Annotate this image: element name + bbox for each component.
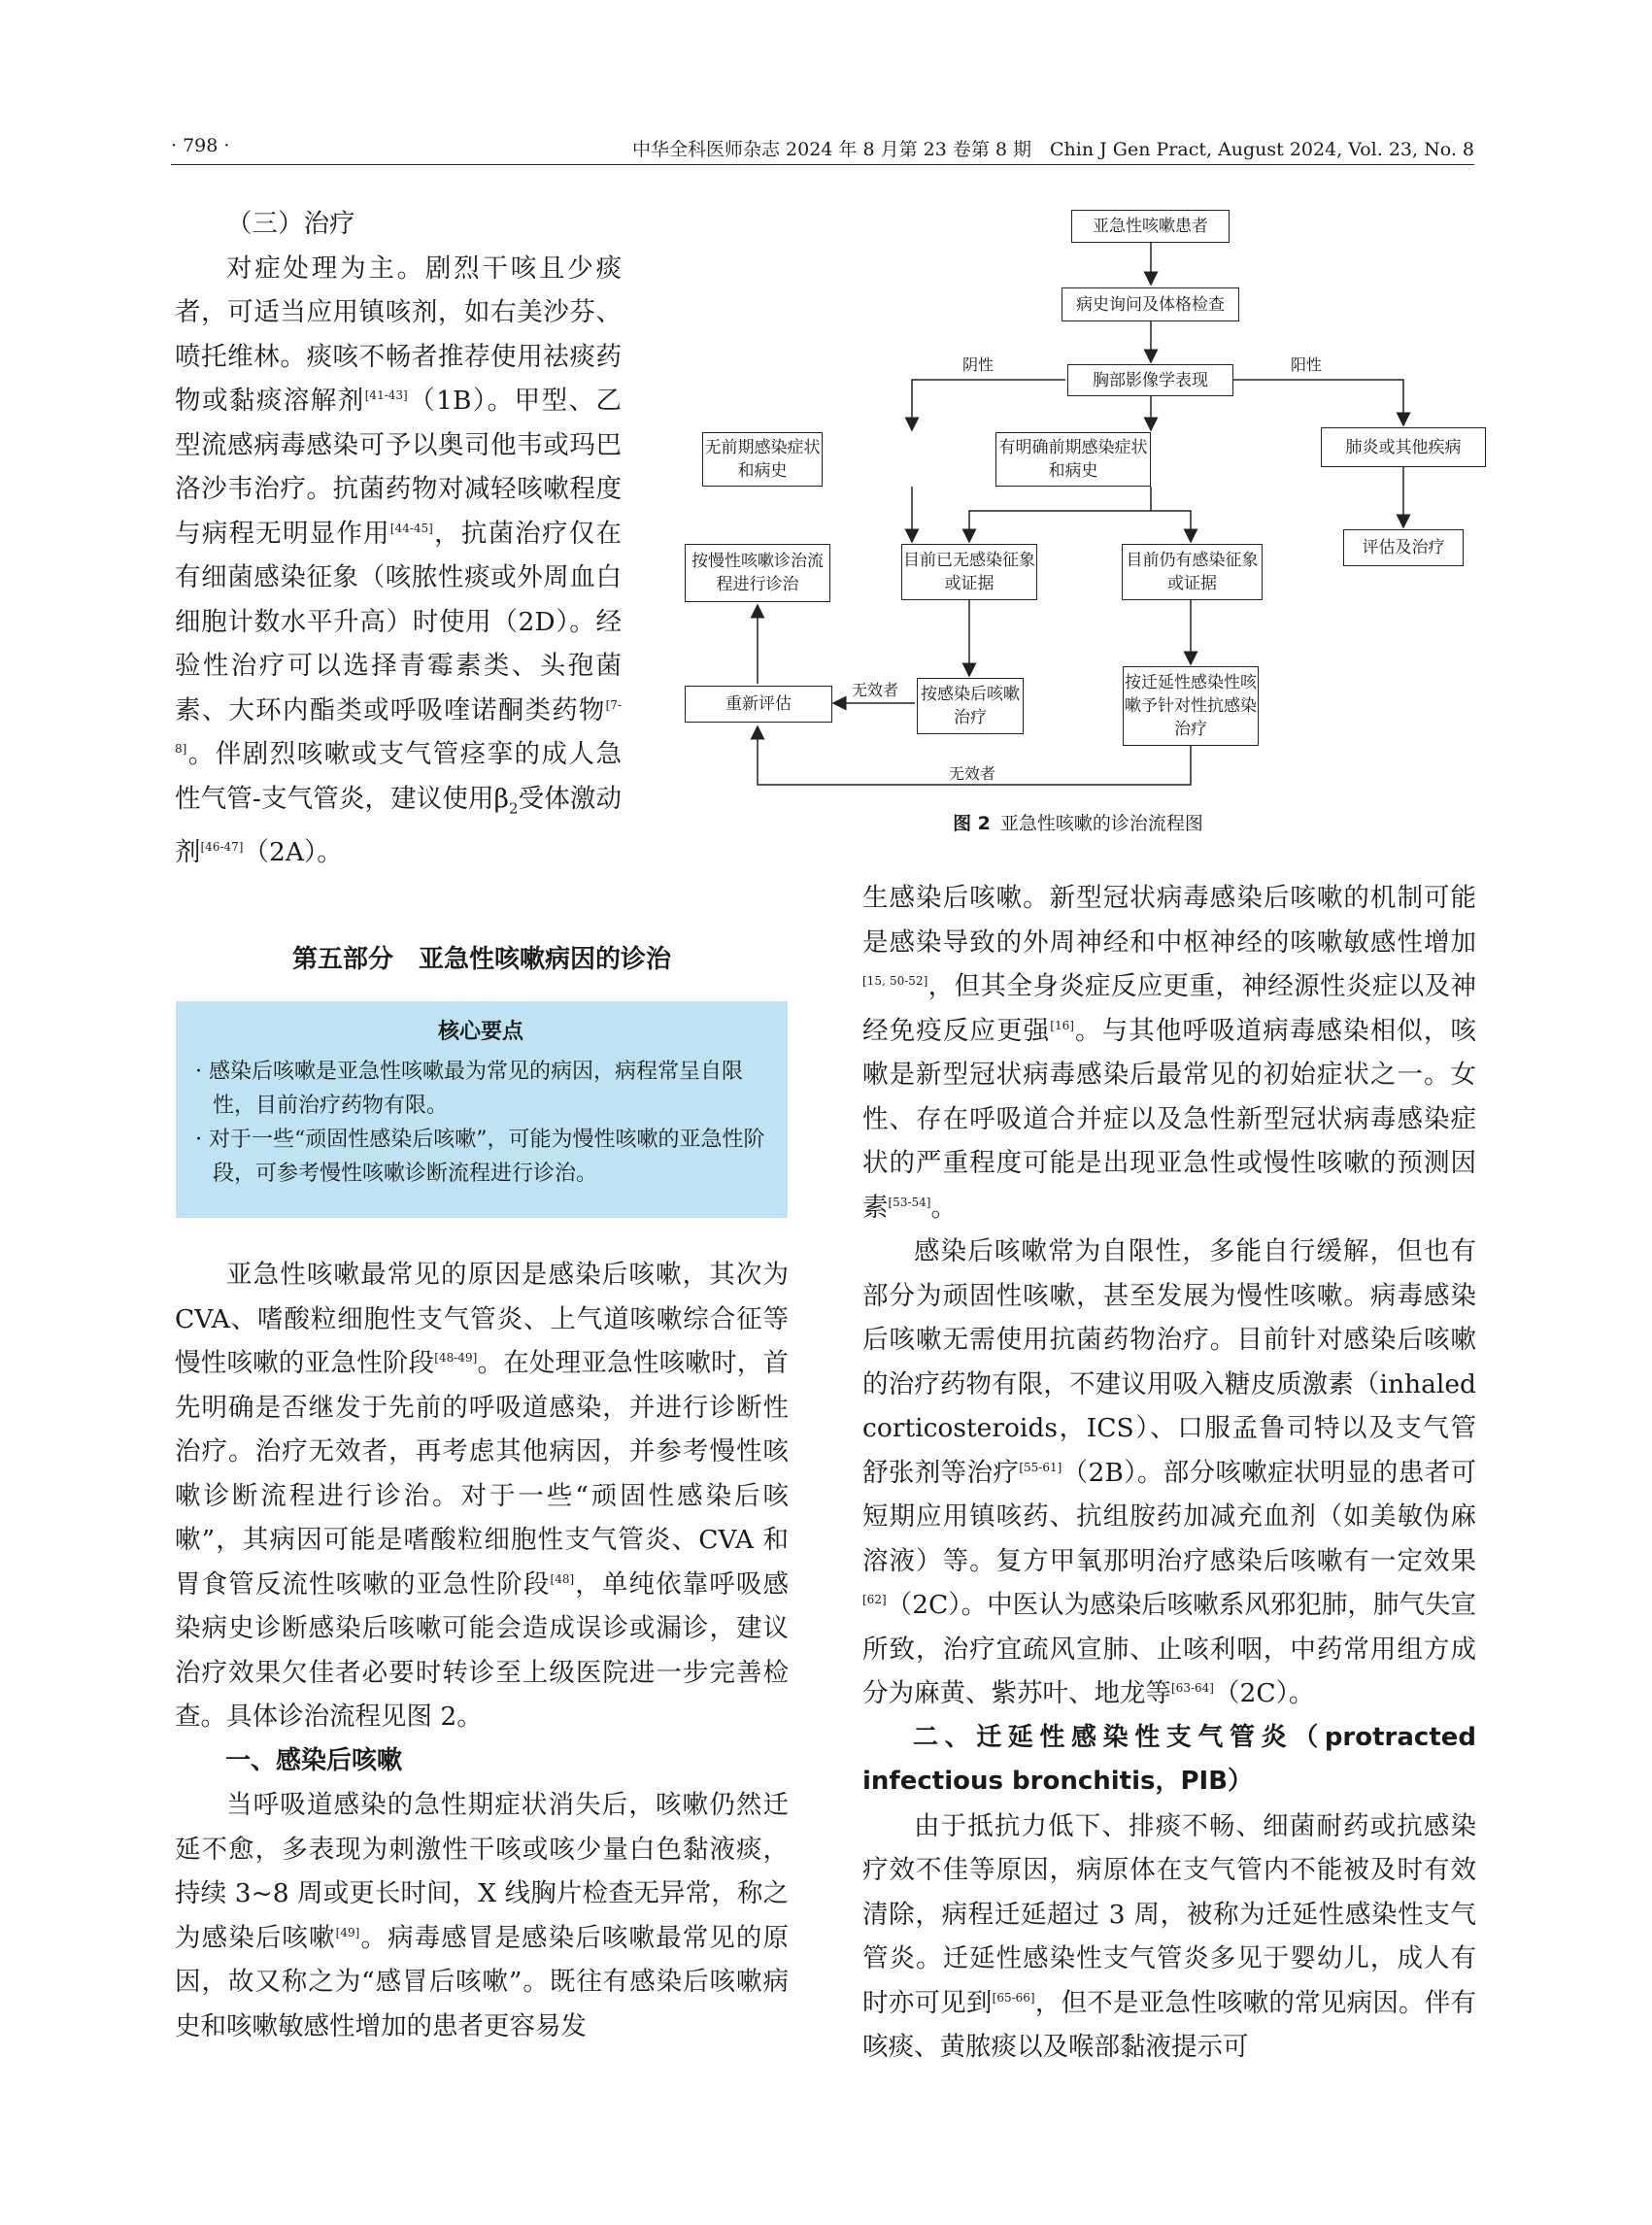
- flow-node-treat-post-infectious: 按感染后咳嗽治疗: [917, 678, 1024, 734]
- paragraph: 亚急性咳嗽最常见的原因是感染后咳嗽，其次为 CVA、嗜酸粒细胞性支气管炎、上气道咳嗽综合征等慢性咳嗽的亚急性阶段[48-49]。在处理亚急性咳嗽时，首先明确是否继发于先前的呼吸道感染，并进行诊断性治疗。治疗无效者，再考虑其他病因，并参考慢性咳嗽诊断流程进行诊治。对于一些“顽固性感染后咳嗽”，其病因可能是嗜酸粒细胞性支气管炎、CVA 和胃食管反流性咳嗽的亚急性阶段[48]，单纯依靠呼吸感染病史诊断感染后咳嗽可能会造成误诊或漏诊，建议治疗效果欠佳者必要时转诊至上级医院进一步完善检查。具体诊治流程见图 2。: [175, 1260, 790, 1732]
- citation: [41-43]: [364, 388, 408, 403]
- paragraph: 对症处理为主。剧烈干咳且少痰者，可适当应用镇咳剂，如右美沙芬、喷托维林。痰咳不畅者推荐使用祛痰药物或黏痰溶解剂[41-43]（1B）。甲型、乙型流感病毒感染可予以奥司他韦或玛巴洛沙韦治疗。抗菌药物对减轻咳嗽程度与病程无明显作用[44-45]，抗菌治疗仅在有细菌感染征象（咳脓性痰或外周血白细胞计数水平升高）时使用（2D）。经验性治疗可以选择青霉素类、头孢菌素、大环内酯类或呼吸喹诺酮类药物[7-8]。伴剧烈咳嗽或支气管痉挛的成人急性气管-支气管炎，建议使用$\beta_2$受体激动剂[46-47]（2A）。: [175, 253, 623, 868]
- citation: [7-8]: [175, 697, 622, 757]
- citation: [15, 50-52]: [862, 974, 928, 989]
- flow-node-pneumonia-other: 肺炎或其他疾病: [1321, 427, 1486, 467]
- flow-node-patient: 亚急性咳嗽患者: [1071, 210, 1230, 243]
- citation: [44-45]: [389, 521, 433, 535]
- flow-node-reassess: 重新评估: [685, 686, 832, 723]
- section-heading-treatment: （三）治疗: [226, 209, 355, 239]
- flow-node-no-prior-infection: 无前期感染症状和病史: [702, 432, 823, 487]
- running-header: [171, 131, 1474, 165]
- citation: [16]: [1050, 1018, 1074, 1032]
- figure-caption: 图 2 亚急性咳嗽的诊治流程图: [953, 813, 1203, 834]
- journal-citation: 中华全科医师杂志 2024 年 8 月第 23 卷第 8 期 Chin J Gen Pract, August 2024, Vol. 23, No. 8: [632, 139, 1474, 160]
- citation: [62]: [862, 1593, 887, 1607]
- citation: [46-47]: [200, 840, 244, 855]
- left-column: [175, 202, 622, 875]
- paragraph: 生感染后咳嗽。新型冠状病毒感染后咳嗽的机制可能是感染导致的外周神经和中枢神经的咳嗽敏感性增加[15, 50-52]，但其全身炎症反应更重，神经源性炎症以及神经免疫反应更强[16]。与其他呼吸道病毒感染相似，咳嗽是新型冠状病毒感染后最常见的初始症状之一。女性、存在呼吸道合并症以及急性新型冠状病毒感染症状的严重程度可能是出现亚急性或慢性咳嗽的预测因素[53-54]。: [862, 883, 1477, 1223]
- citation: [55-61]: [1019, 1460, 1062, 1474]
- paragraph: 感染后咳嗽常为自限性，多能自行缓解，但也有部分为顽固性咳嗽，甚至发展为慢性咳嗽。病毒感染后咳嗽无需使用抗菌药物治疗。目前针对感染后咳嗽的治疗药物有限，不建议用吸入糖皮质激素（inhaled corticosteroids，ICS）、口服孟鲁司特以及支气管舒张剂等治疗[55-61]（2B）。部分咳嗽症状明显的患者可短期应用镇咳药、抗组胺药加减充血剂（如美敏伪麻溶液）等。复方甲氧那明治疗感染后咳嗽有一定效果[62]（2C）。中医认为感染后咳嗽系风邪犯肺，肺气失宣所致，治疗宜疏风宣肺、止咳利咽，中药常用组方成分为麻黄、紫苏叶、地龙等[63-64]（2C）。: [862, 1236, 1477, 1708]
- flowchart-figure: [675, 202, 1481, 843]
- right-column: [862, 876, 1476, 2070]
- label-negative: 阴性: [962, 355, 995, 374]
- citation: [49]: [335, 1925, 360, 1939]
- paragraph: 当呼吸道感染的急性期症状消失后，咳嗽仍然迁延不愈，多表现为刺激性干咳或咳少量白色黏液痰，持续 3~8 周或更长时间，X 线胸片检查无异常，称之为感染后咳嗽[49]。病毒感冒是感染后咳嗽最常见的原因，故又称之为“感冒后咳嗽”。既往有感染后咳嗽病史和咳嗽敏感性增加的患者更容易发: [175, 1790, 790, 2041]
- section-heading-pib: 二、迁延性感染性支气管炎（protracted infectious bronchitis，PIB）: [862, 1722, 1476, 1796]
- key-point-item: · 对于一些“顽固性感染后咳嗽”，可能为慢性咳嗽的亚急性阶段，可参考慢性咳嗽诊断流程进行诊治。: [195, 1128, 765, 1186]
- flow-node-prior-infection: 有明确前期感染症状和病史: [995, 432, 1151, 487]
- flow-node-evaluate-treat: 评估及治疗: [1343, 529, 1464, 566]
- paragraph: 由于抵抗力低下、排痰不畅、细菌耐药或抗感染疗效不佳等原因，病原体在支气管内不能被及时有效清除，病程迁延超过 3 周，被称为迁延性感染性支气管炎。迁延性感染性支气管炎多见于婴幼儿，成人有时亦可见到[65-66]，但不是亚急性咳嗽的常见病因。伴有咳痰、黄脓痰以及喉部黏液提示可: [862, 1810, 1477, 2062]
- section-heading-post-infectious: 一、感染后咳嗽: [225, 1745, 403, 1775]
- citation: [63-64]: [1171, 1681, 1214, 1696]
- label-ineffective: 无效者: [949, 764, 996, 783]
- flow-node-no-current-infection: 目前已无感染征象或证据: [901, 544, 1037, 600]
- citation: [65-66]: [992, 1990, 1035, 2005]
- left-column-lower: [175, 1253, 789, 2048]
- flow-node-chest-imaging: 胸部影像学表现: [1067, 364, 1233, 396]
- citation: [53-54]: [888, 1195, 931, 1209]
- citation: [48-49]: [434, 1351, 478, 1365]
- flow-node-targeted-anti-infection: 按迁延性感染性咳嗽予针对性抗感染治疗: [1123, 666, 1259, 746]
- page-number: · 798 ·: [171, 135, 230, 156]
- flow-node-history-exam: 病史询问及体格检查: [1062, 287, 1239, 321]
- key-point-item: · 感染后咳嗽是亚急性咳嗽最为常见的病因，病程常呈自限性，目前治疗药物有限。: [195, 1060, 743, 1118]
- part-title: 第五部分 亚急性咳嗽病因的诊治: [291, 945, 671, 974]
- citation: [48]: [550, 1571, 575, 1586]
- flow-node-ongoing-infection: 目前仍有感染征象或证据: [1122, 544, 1263, 600]
- label-positive: 阳性: [1291, 355, 1323, 374]
- key-points-box: [176, 1001, 788, 1218]
- flow-node-chronic-cough-workup: 按慢性咳嗽诊治流程进行诊治: [685, 544, 830, 602]
- label-ineffective: 无效者: [852, 681, 899, 699]
- key-points-title: 核心要点: [437, 1020, 523, 1044]
